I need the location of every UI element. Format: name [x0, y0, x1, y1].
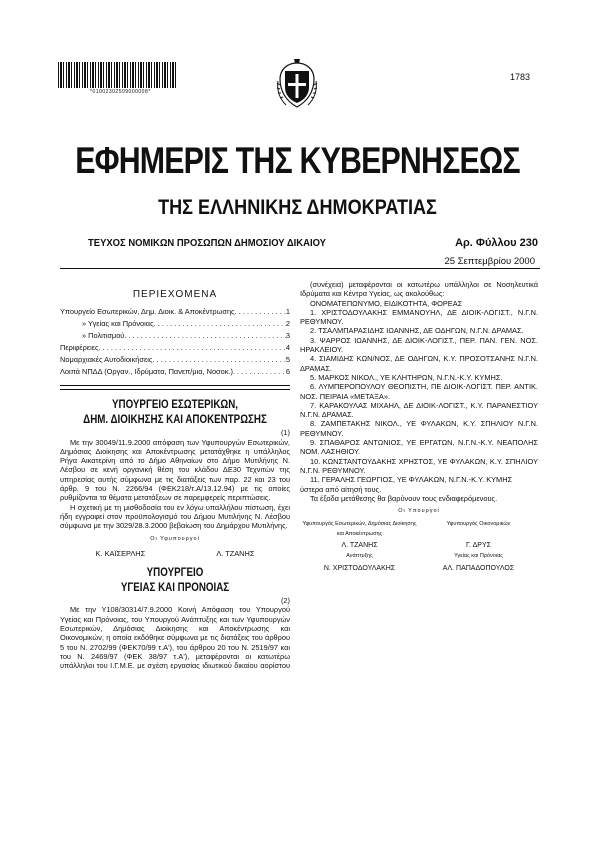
list-item: 2. ΤΣΑΛΜΠΑΡΑΣΙΔΗΣ ΙΩΑΝΝΗΣ, ΔΕ ΟΔΗΓΩΝ, Ν.Γ.Ν. ΔΡΑΜΑΣ. [310, 326, 524, 336]
right-column [300, 280, 538, 573]
decision-number: (1) [280, 428, 290, 438]
signatures-grid [300, 520, 538, 572]
signature-caption: Οι Υφυπουργοί [150, 535, 200, 542]
signer-name: Ν. ΧΡΙΣΤΟΔΟΥΛΑΚΗΣ [323, 564, 396, 572]
closing-line: ύστερα από αίτησή τους. [300, 484, 382, 494]
signer-name: ΑΛ. ΠΑΠΑΔΟΠΟΥΛΟΣ [442, 564, 515, 572]
signature-caption: Οι Υπουργοί [398, 508, 440, 515]
signer-role: Ανάπτυξης [346, 553, 373, 560]
header-divider [60, 268, 540, 269]
gazette-title: ΕΦΗΜΕΡΙΣ ΤΗΣ ΚΥΒΕΡΝΗΣΕΩΣ [75, 140, 520, 181]
signer-name: Λ. ΤΖΑΝΗΣ [216, 548, 255, 558]
signatures [60, 549, 290, 558]
transfer-list [300, 308, 538, 485]
toc-heading: ΠΕΡΙΕΧΟΜΕΝΑ [132, 289, 218, 300]
toc-item[interactable]: » Υγείας και Πρόνοιας . . . 2 [60, 319, 290, 331]
list-item: 5. ΜΑΡΚΟΣ ΝΙΚΟΛ., ΥΕ ΚΛΗΤΗΡΩΝ, Ν.Γ.Ν.-Κ.Υ. ΚΥΜΗΣ. [310, 372, 503, 382]
list-item: 10. ΚΩΝΣΤΑΝΤΟΥΔΑΚΗΣ ΧΡΗΣΤΟΣ, ΥΕ ΦΥΛΑΚΩΝ, Κ.Υ. ΣΠΗΛΙΟΥ Ν.Γ.Ν. ΡΕΘΥΜΝΟΥ. [300, 456, 538, 475]
left-column [60, 280, 290, 669]
toc-item[interactable]: Περιφέρειες . . . 4 [60, 343, 290, 355]
issue-date: 25 Σεπτεμβρίου 2000 [444, 256, 535, 267]
toc-item[interactable]: Λοιπά ΝΠΔΔ (Οργαν., Ιδρύματα, Πανεπ/μια, Νοσοκ.) . . . 6 [60, 367, 290, 379]
sheet-number-label: Αρ. Φύλλου 230 [455, 237, 538, 249]
list-item: 8. ΖΑΜΠΕΤΑΚΗΣ ΝΙΚΟΛ., ΥΕ ΦΥΛΑΚΩΝ, Κ.Υ. ΣΠΗΛΙΟΥ Ν.Γ.Ν. ΡΕΘΥΜΝΟΥ. [300, 419, 538, 438]
closing-line: Τα έξοδα μετάθεσης θα βαρύνουν τους ενδιαφερόμενους. [310, 493, 498, 503]
signer-name: Λ. ΤΖΑΝΗΣ [341, 542, 378, 550]
signer-role: Υφυπουργός Οικονομικών [446, 521, 511, 528]
coat-of-arms-icon [274, 57, 320, 113]
decision-number: (2) [280, 596, 290, 606]
list-item: 1. ΧΡΙΣΤΟΔΟΥΛΑΚΗΣ ΕΜΜΑΝΟΥΗΛ, ΔΕ ΔΙΟΙΚ-ΛΟΓΙΣΤ., Ν.Γ.Ν. ΡΕΘΥΜΝΟΥ. [300, 307, 538, 327]
series-label: ΤΕΥΧΟΣ ΝΟΜΙΚΩΝ ΠΡΟΣΩΠΩΝ ΔΗΜΟΣΙΟΥ ΔΙΚΑΙΟΥ [88, 237, 326, 249]
list-item: 4. ΣΙΑΜΙΔΗΣ ΚΩΝ/ΝΟΣ, ΔΕ ΟΔΗΓΩΝ, Κ.Υ. ΠΡΟΣΟΤΣΑΝΗΣ Ν.Γ.Ν. ΔΡΑΜΑΣ. [300, 354, 538, 373]
signer-name: Γ. ΔΡΥΣ [466, 542, 491, 550]
decision-paragraph: Η σχετική με τη μισθοδοσία του εν λόγω υπαλλήλου πίστωση, έχει ήδη εγγραφεί στον προϋπολογισμό του Δήμου Μυτιλήνης Ν. Λέσβου σύμφωνα με την 3029/28.3.2000 βεβαίωση του Δημάρχου Μυτιλήνης. [60, 502, 290, 531]
list-item: 6. ΛΥΜΠΕΡΟΠΟΥΛΟΥ ΘΕΟΠΙΣΤΗ, ΠΕ ΔΙΟΙΚ-ΛΟΓΙΣΤ. ΠΕΡ. ΑΝΤΙΚ. ΝΟΣ. ΠΕΙΡΑΙΑ «ΜΕΤΑΞΑ». [300, 382, 538, 401]
toc-list [60, 307, 290, 379]
toc-item[interactable]: » Πολιτισμού . . . 3 [60, 331, 290, 343]
list-item: 7. ΚΑΡΑΚΟΥΛΑΣ ΜΙΧΑΗΛ, ΔΕ ΔΙΟΙΚ-ΛΟΓΙΣΤ., Κ.Υ. ΠΑΡΑΝΕΣΤΙΟΥ Ν.Γ.Ν. ΔΡΑΜΑΣ. [300, 400, 538, 420]
toc-item[interactable]: Νομαρχιακές Αυτοδιοικήσεις . . . 5 [60, 355, 290, 367]
page-number: 1783 [510, 72, 531, 82]
list-item: 11. ΓΕΡΑΛΗΣ ΓΕΩΡΓΙΟΣ, ΥΕ ΦΥΛΑΚΩΝ, Ν.Γ.Ν.-Κ.Υ. ΚΥΜΗΣ [310, 475, 513, 485]
decision-paragraph-start: Με την Υ108/30314/7.9.2000 Κοινή Απόφαση του Υπουργού Υγείας και Πρόνοιας, του Υπουργού Ανάπτυξης και των Υφυπουργών Εσωτερικών, Δημόσιας Διοίκησης και Αποκέντρωσης και Οικονομικών, η οποία εκδόθηκε σύμφωνα με τις διατάξεις του άρθρου 5 του Ν. 2702/99 (ΦΕΚ70/99 τ.Α'), του άρθρου 20 του Ν. 2519/97 και του Ν. 2469/97 (ΦΕΚ 38/97 τ.Α'), μεταφέρονται οι κατωτέρω υπάλληλοι του Ι.Γ.Μ.Ε. με σχέση εργασίας ιδιωτικού δικαίου αορίστου [60, 605, 290, 670]
decision-paragraph: Με την 30049/11.9.2000 απόφαση των Υφυπουργών Εσωτερικών, Δημόσιας Διοίκησης και Αποκέντρωσης μετατάχθηκε η υπάλληλος Ρήγα Αικατερίνη από το Δήμο Αθηναίων στο Δήμο Μυτιλήνης Ν. Λέσβου σε κενή οργανική θέση του κλάδου ΔΕ30 Τεχνιτών της υπηρεσίας αυτής σύμφωνα με τις διατάξεις των παρ. 22 και 23 του άρθρ. 9 του Ν. 2266/94 (ΦΕΚ218/τ.Α/13.12.94) με τις οποίες ρυθμίζονται τα θέματα μετατάξεων σε παρεμφερείς περιπτώσεις. [60, 437, 290, 503]
ministry-heading-interior: ΥΠΟΥΡΓΕΙΟ ΕΣΩΤΕΡΙΚΩΝ, ΔΗΜ. ΔΙΟΙΚΗΣΗΣ ΚΑΙ ΑΠΟΚΕΝΤΡΩΣΗΣ [83, 399, 267, 427]
list-header: ΟΝΟΜΑΤΕΠΩΝΥΜΟ, ΕΙΔΙΚΟΤΗΤΑ, ΦΟΡΕΑΣ [310, 298, 463, 308]
transfer-list-intro: (συνέχεια) μεταφέρονται οι κατωτέρω υπάλληλοι σε Νοσηλευτικά Ιδρύματα και Κέντρα Υγείας, ως ακολούθως: [300, 280, 538, 299]
list-item: 9. ΣΠΑΘΑΡΟΣ ΑΝΤΩΝΙΟΣ, ΥΕ ΕΡΓΑΤΩΝ, Ν.Γ.Ν.-Κ.Υ. ΝΕΑΠΟΛΗΣ ΝΟΜ. ΛΑΣΗΘΙΟΥ. [300, 438, 538, 457]
signer-role: Υφυπουργός Εσωτερικών, Δημόσιας Διοίκησης και Αποκέντρωσης [302, 521, 417, 537]
signer-role: Υγείας και Πρόνοιας [454, 553, 503, 560]
toc-divider [60, 385, 290, 390]
gazette-subtitle: ΤΗΣ ΕΛΛΗΝΙΚΗΣ ΔΗΜΟΚΡΑΤΙΑΣ [158, 196, 437, 219]
sheet-number: 230 [519, 237, 538, 249]
ministry-heading-health: ΥΠΟΥΡΓΕΙΟ ΥΓΕΙΑΣ ΚΑΙ ΠΡΟΝΟΙΑΣ [120, 567, 230, 595]
signer-name: Κ. ΚΑΪΣΕΡΛΗΣ [95, 548, 146, 558]
list-item: 3. ΨΑΡΡΟΣ ΙΩΑΝΝΗΣ, ΔΕ ΔΙΟΙΚ-ΛΟΓΙΣΤ., ΠΕΡ. ΠΑΝ. ΓΕΝ. ΝΟΣ. ΗΡΑΚΛΕΙΟΥ. [300, 335, 538, 355]
issue-row [88, 237, 538, 251]
toc-item[interactable]: Υπουργείο Εσωτερικών, Δημ. Διοικ. & Αποκέντρωσης . . . 1 [60, 307, 290, 319]
barcode [58, 62, 178, 88]
barcode-number: *01002302509000008* [90, 89, 151, 95]
